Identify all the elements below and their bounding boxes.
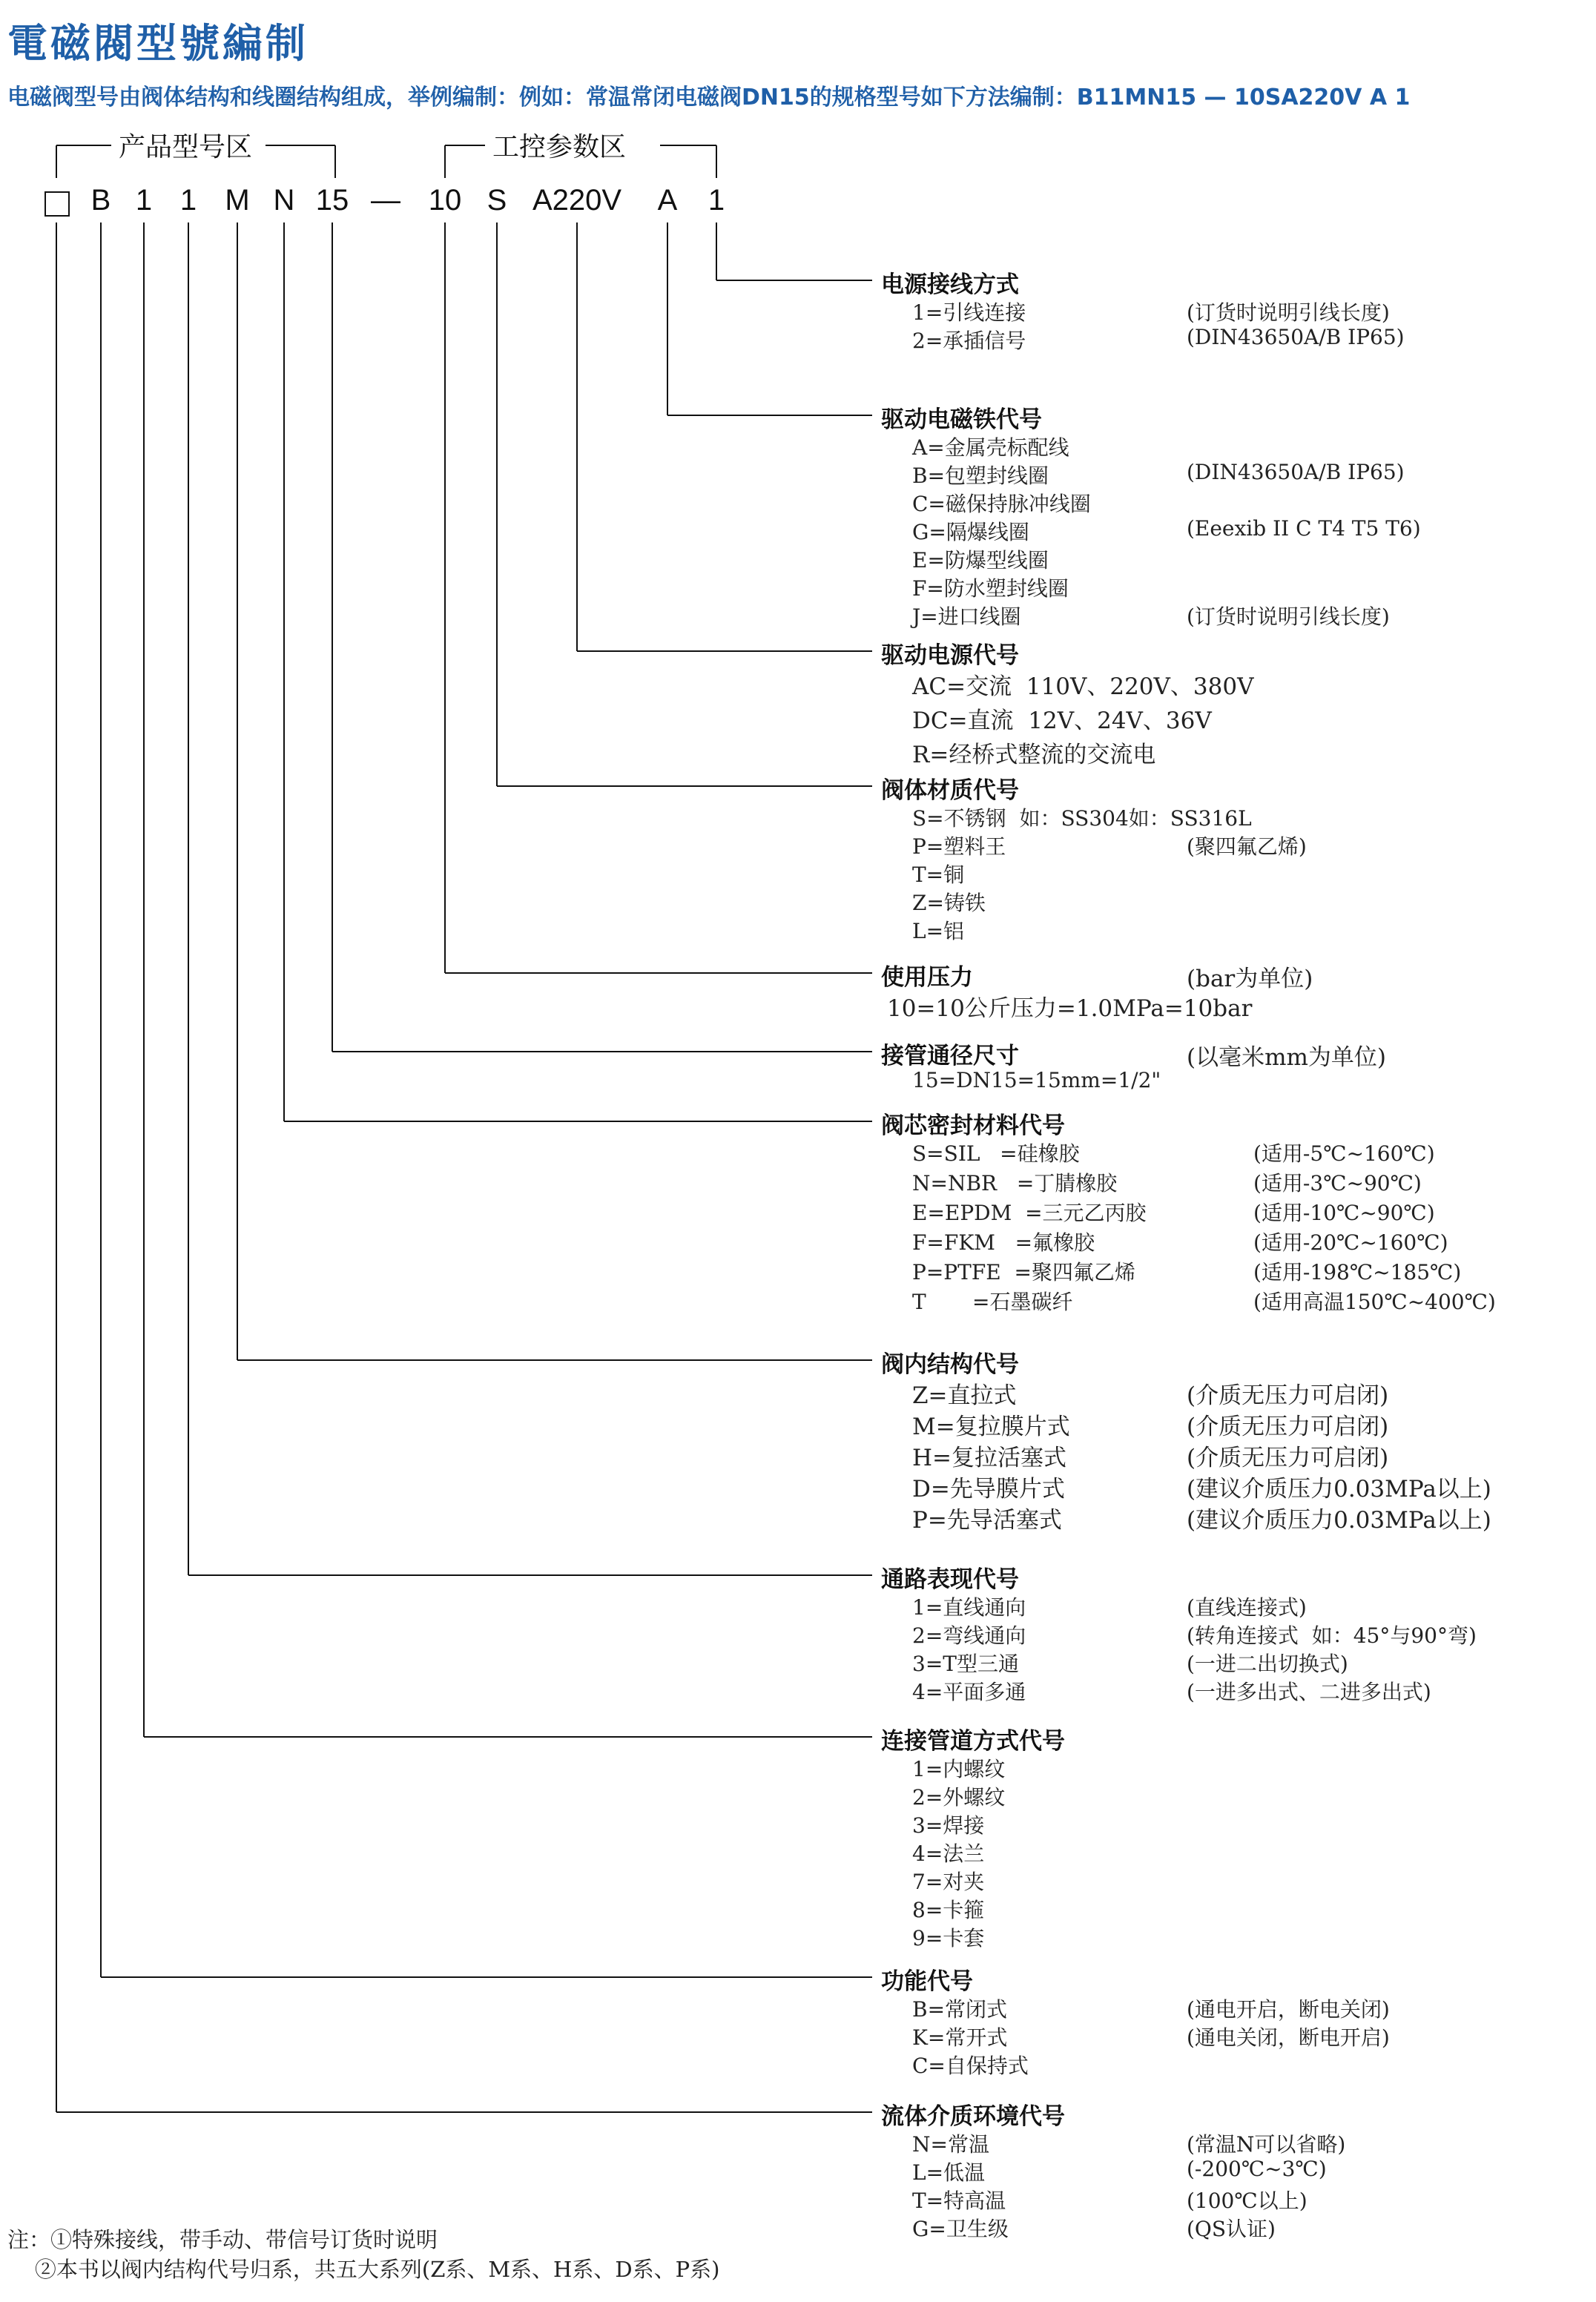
section-item-code: B=常闭式 — [912, 1997, 1008, 2022]
section-item-note: (通电开启，断电关闭) — [1187, 1997, 1390, 2022]
section-item-note: (一进二出切换式) — [1187, 1652, 1348, 1676]
section-item-code: 3=焊接 — [912, 1813, 985, 1838]
section-item-code: F=防水塑封线圈 — [912, 576, 1069, 601]
section-item-code: F=FKM =氟橡胶 — [912, 1230, 1095, 1255]
section-item-note: (Eeexib II C T4 T5 T6) — [1187, 516, 1421, 541]
section-item-note: (聚四氟乙烯) — [1187, 834, 1307, 859]
section-item-note: (DIN43650A/B IP65) — [1187, 325, 1405, 349]
model-code-2: 1 — [179, 184, 197, 217]
section-item-code: P=PTFE =聚四氟乙烯 — [912, 1260, 1135, 1284]
section-item-code: L=铝 — [912, 919, 965, 943]
section-item-code: DC=直流 12V、24V、36V — [912, 708, 1212, 734]
model-code-1: 1 — [135, 184, 153, 217]
section-item-note: (适用高温150℃~400℃) — [1253, 1290, 1496, 1314]
model-code-8: S — [487, 184, 507, 217]
section-item-note: (介质无压力可启闭) — [1187, 1382, 1389, 1409]
section-item-note: (建议介质压力0.03MPa以上) — [1187, 1476, 1491, 1503]
section-item-code: 1=直线通向 — [912, 1595, 1026, 1620]
section-title: 流体介质环境代号 — [881, 2103, 1065, 2130]
section-item-note: (常温N可以省略) — [1187, 2132, 1346, 2157]
section-item-code: G=隔爆线圈 — [912, 520, 1029, 544]
section-item-code: J=进口线圈 — [912, 604, 1021, 629]
section-item-code: 2=弯线通向 — [912, 1623, 1026, 1648]
note-line-1: 注：①特殊接线，带手动、带信号订货时说明 — [7, 2227, 438, 2252]
model-code-9: A220V — [532, 184, 622, 217]
model-code-11: 1 — [708, 184, 725, 217]
section-item-code: P=塑料王 — [912, 834, 1006, 859]
section-item-code: 9=卡套 — [912, 1926, 985, 1950]
section-item-note: (DIN43650A/B IP65) — [1187, 460, 1405, 484]
model-code-0: B — [90, 184, 111, 217]
section-item-code: D=先导膜片式 — [912, 1476, 1065, 1503]
section-item-code: AC=交流 110V、220V、380V — [912, 673, 1254, 700]
model-code-4: N — [273, 184, 295, 217]
section-item-code: P=先导活塞式 — [912, 1507, 1062, 1534]
section-item-note: (直线连接式) — [1187, 1595, 1307, 1620]
section-item-note: (转角连接式 如：45°与90°弯) — [1187, 1623, 1477, 1648]
section-item-note: (适用-198℃~185℃) — [1253, 1260, 1462, 1284]
model-code-5: 15 — [315, 184, 349, 217]
section-item-note: (订货时说明引线长度) — [1187, 604, 1390, 629]
section-item-code: G=卫生级 — [912, 2217, 1009, 2241]
section-item-note: (建议介质压力0.03MPa以上) — [1187, 1507, 1491, 1534]
section-item-code: Z=直拉式 — [912, 1382, 1017, 1409]
model-code-7: 10 — [428, 184, 462, 217]
section-item-note: (介质无压力可启闭) — [1187, 1445, 1389, 1471]
page-subtitle: 电磁阀型号由阀体结构和线圈结构组成，举例编制：例如：常温常闭电磁阀DN15的规格型号如下方法编制：B11MN15 — 10SA220V A 1 — [7, 85, 1411, 111]
section-item-code: E=EPDM =三元乙丙胶 — [912, 1201, 1147, 1225]
section-item-code: R=经桥式整流的交流电 — [912, 742, 1156, 768]
product-group-label: 产品型号区 — [119, 132, 253, 162]
section-item-note: (介质无压力可启闭) — [1187, 1414, 1389, 1440]
control-group-label: 工控参数区 — [492, 132, 627, 162]
section-item-code: K=常开式 — [912, 2025, 1008, 2050]
section-title: 连接管道方式代号 — [881, 1728, 1065, 1755]
section-item-note: (-200℃~3℃) — [1187, 2157, 1327, 2181]
section-item-note: (适用-5℃~160℃) — [1253, 1141, 1435, 1166]
section-title: 使用压力 — [881, 964, 973, 991]
section-item-code: N=常温 — [912, 2132, 989, 2157]
section-item-code: 3=T型三通 — [912, 1652, 1019, 1676]
section-item-note: (QS认证) — [1187, 2217, 1276, 2241]
section-item-code: B=包塑封线圈 — [912, 464, 1049, 488]
section-item-code: C=磁保持脉冲线圈 — [912, 492, 1091, 516]
section-item-code: S=SIL =硅橡胶 — [912, 1141, 1080, 1166]
section-item-code: 1=引线连接 — [912, 300, 1026, 325]
section-title: 接管通径尺寸 — [881, 1043, 1019, 1069]
section-item-note: (一进多出式、二进多出式) — [1187, 1680, 1431, 1704]
section-item-code: T=特高温 — [912, 2189, 1006, 2213]
section-item-code: C=自保持式 — [912, 2054, 1029, 2078]
section-item-code: 4=法兰 — [912, 1841, 985, 1866]
section-item-code: T =石墨碳纤 — [912, 1290, 1073, 1314]
section-title: 通路表现代号 — [881, 1566, 1019, 1593]
section-title-note: (以毫米mm为单位) — [1187, 1044, 1386, 1071]
section-item-code: 2=承插信号 — [912, 329, 1026, 353]
section-item-code: T=铜 — [912, 863, 965, 887]
page-title: 電磁閥型號編制 — [7, 20, 309, 67]
section-title: 电源接线方式 — [881, 271, 1019, 298]
section-title: 驱动电源代号 — [881, 642, 1019, 669]
section-item-code: A=金属壳标配线 — [912, 435, 1069, 460]
note-line-2: ②本书以阀内结构代号归系，共五大系列(Z系、M系、H系、D系、P系) — [7, 2257, 720, 2282]
section-item-code: 1=内螺纹 — [912, 1757, 1006, 1781]
section-item-code: L=低温 — [912, 2160, 986, 2185]
section-title: 阀内结构代号 — [881, 1351, 1019, 1378]
section-title-note: (bar为单位) — [1187, 966, 1313, 992]
section-item-note: (通电关闭，断电开启) — [1187, 2025, 1390, 2050]
section-item-code: 8=卡箍 — [912, 1898, 985, 1922]
model-code-10: A — [657, 184, 678, 217]
section-title: 阀芯密封材料代号 — [881, 1112, 1065, 1139]
section-item-code: 2=外螺纹 — [912, 1785, 1006, 1810]
model-code-3: M — [225, 184, 250, 217]
section-item-code: 15=DN15=15mm=1/2" — [912, 1068, 1161, 1092]
section-item-code: S=不锈钢 如：SS304如：SS316L — [912, 806, 1252, 831]
section-item-code: 10=10公斤压力=1.0MPa=10bar — [887, 995, 1253, 1022]
section-title: 驱动电磁铁代号 — [881, 406, 1042, 433]
section-item-note: (100℃以上) — [1187, 2189, 1308, 2213]
section-item-code: M=复拉膜片式 — [912, 1414, 1070, 1440]
section-item-code: H=复拉活塞式 — [912, 1445, 1067, 1471]
section-item-note: (适用-3℃~90℃) — [1253, 1171, 1422, 1195]
model-code-6: — — [371, 184, 400, 217]
section-item-note: (适用-10℃~90℃) — [1253, 1201, 1435, 1225]
section-title: 功能代号 — [881, 1968, 973, 1995]
section-title: 阀体材质代号 — [881, 777, 1019, 804]
section-item-code: Z=铸铁 — [912, 891, 986, 915]
section-item-code: 4=平面多通 — [912, 1680, 1026, 1704]
section-item-code: 7=对夹 — [912, 1870, 985, 1894]
section-item-note: (适用-20℃~160℃) — [1253, 1230, 1448, 1255]
section-item-code: E=防爆型线圈 — [912, 548, 1049, 573]
section-item-code: N=NBR =丁腈橡胶 — [912, 1171, 1118, 1195]
section-item-note: (订货时说明引线长度) — [1187, 300, 1390, 325]
